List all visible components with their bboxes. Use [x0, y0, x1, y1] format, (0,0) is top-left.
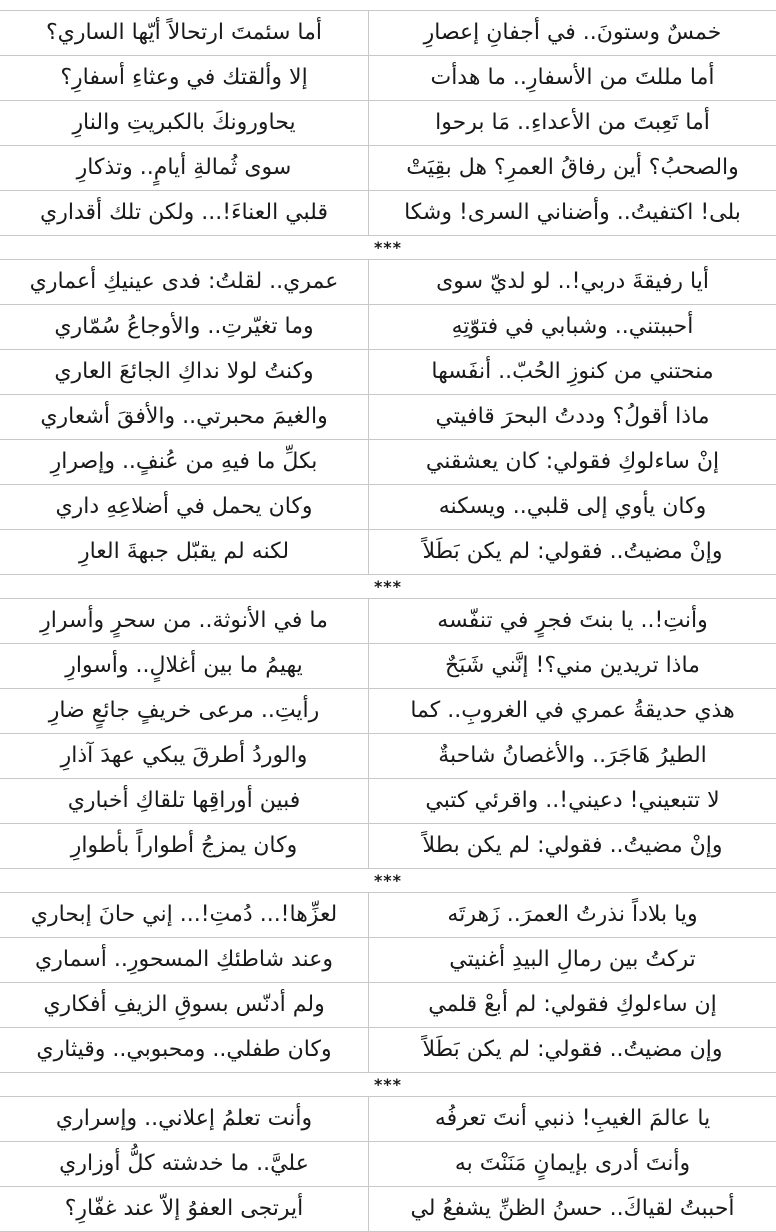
first-hemistich: أحببتني.. وشبابي في فتوّتِهِ	[368, 304, 776, 349]
verse-row	[0, 982, 776, 1027]
second-hemistich: سوى ثُمالةِ أيامٍ.. وتذكارِ	[76, 155, 292, 180]
second-hemistich: عمري.. لقلتُ: فدى عينيكِ أعماري	[29, 269, 339, 294]
second-hemistich: وعند شاطئكِ المسحورِ.. أسماري	[35, 947, 333, 972]
first-hemistich: ماذا أقولُ؟ وددتُ البحرَ قافيتي	[368, 394, 776, 439]
first-hemistich: إنْ ساءلوكِ فقولي: كان يعشقني	[368, 439, 776, 484]
stanza-separator: ***	[373, 1074, 403, 1094]
second-hemistich: قلبي العناءَ!... ولكن تلك أقداري	[40, 200, 328, 225]
verse-row	[0, 598, 776, 643]
stanza-separator: ***	[373, 870, 403, 890]
first-hemistich: ويا بلاداً نذرتُ العمرَ.. زَهرتَه	[368, 892, 776, 937]
second-hemistich: لكنه لم يقبّل جبهةَ العارِ	[78, 539, 290, 564]
first-hemistich: بلى! اكتفيتُ.. وأضناني السرى! وشكا	[368, 190, 776, 235]
verse-row	[0, 688, 776, 733]
verse-row	[0, 1096, 776, 1141]
verse-row	[0, 1141, 776, 1186]
second-hemistich: فبين أوراقِها تلقاكِ أخباري	[67, 788, 301, 813]
second-hemistich: وكان يمزجُ أطواراً بأطوارِ	[70, 833, 298, 858]
second-hemistich: ما في الأنوثة.. من سحرٍ وأسرارِ	[40, 608, 328, 633]
verse-row	[0, 349, 776, 394]
verse-row	[0, 100, 776, 145]
second-hemistich: وما تغيّرتِ.. والأوجاعُ سُمّاري	[54, 314, 314, 339]
verse-row	[0, 484, 776, 529]
second-hemistich: والغيمَ محبرتي.. والأفقَ أشعاري	[40, 404, 328, 429]
first-hemistich: تركتُ بين رمالِ البيدِ أغنيتي	[368, 937, 776, 982]
first-hemistich: خمسٌ وستونَ.. في أجفانِ إعصارِ	[368, 10, 776, 55]
second-hemistich: ولم أدنّس بسوقِ الزيفِ أفكاري	[43, 992, 325, 1017]
verse-row	[0, 823, 776, 868]
first-hemistich: أما تَعِبتَ من الأعداءِ.. مَا برحوا	[368, 100, 776, 145]
first-hemistich: وأنتَ أدرى بإيمانٍ مَنَنْتَ به	[368, 1141, 776, 1186]
first-hemistich: لا تتبعيني! دعيني!.. واقرئي كتبي	[368, 778, 776, 823]
second-hemistich: بكلِّ ما فيهِ من عُنفٍ.. وإصرارِ	[50, 449, 318, 474]
first-hemistich: منحتني من كنوزِ الحُبّ.. أنفَسها	[368, 349, 776, 394]
second-hemistich: وكان طفلي.. ومحبوبي.. وقيثاري	[36, 1037, 332, 1062]
first-hemistich: الطيرُ هَاجَرَ.. والأغصانُ شاحبةٌ	[368, 733, 776, 778]
first-hemistich: والصحبُ؟ أين رفاقُ العمرِ؟ هل بقِيَتْ	[368, 145, 776, 190]
first-hemistich: أحببتُ لقياكَ.. حسنُ الظنِّ يشفعُ لي	[368, 1186, 776, 1231]
stanza-separator: ***	[373, 576, 403, 596]
verse-row	[0, 145, 776, 190]
second-hemistich: والوردُ أطرقَ يبكي عهدَ آذارِ	[60, 743, 308, 768]
verse-row	[0, 190, 776, 235]
verse-row	[0, 304, 776, 349]
verse-row	[0, 778, 776, 823]
second-hemistich: أما سئمتَ ارتحالاً أيّها الساري؟	[45, 20, 323, 45]
first-hemistich: أما مللتَ من الأسفارِ.. ما هدأت	[368, 55, 776, 100]
first-hemistich: وإنْ مضيتُ.. فقولي: لم يكن بَطَلاً	[368, 529, 776, 574]
second-hemistich: وأنت تعلمُ إعلاني.. وإسراري	[55, 1106, 313, 1131]
verse-row	[0, 1027, 776, 1072]
second-hemistich: لعزِّها!... دُمتِ!... إني حانَ إبحاري	[30, 902, 338, 927]
verse-row	[0, 529, 776, 574]
verse-row	[0, 733, 776, 778]
first-hemistich: هذي حديقةُ عمري في الغروبِ.. كما	[368, 688, 776, 733]
verse-row	[0, 259, 776, 304]
verse-row	[0, 1186, 776, 1231]
second-hemistich: يهيمُ ما بين أغلالٍ.. وأسوارِ	[65, 653, 303, 678]
verse-row	[0, 937, 776, 982]
first-hemistich: وكان يأوي إلى قلبي.. ويسكنه	[368, 484, 776, 529]
second-hemistich: أيرتجى العفوُ إلاّ عند غفّارِ؟	[64, 1196, 304, 1221]
verse-row	[0, 10, 776, 55]
second-hemistich: عليَّ.. ما خدشته كلُّ أوزاري	[59, 1151, 309, 1176]
first-hemistich: أيا رفيقةَ دربي!.. لو لديّ سوى	[368, 259, 776, 304]
second-hemistich: إلا وألقتك في وعثاءِ أسفارِ؟	[60, 65, 308, 90]
verse-row	[0, 55, 776, 100]
verse-row	[0, 394, 776, 439]
first-hemistich: ماذا تريدين مني؟! إنَّني شَبَحٌ	[368, 643, 776, 688]
verse-row	[0, 439, 776, 484]
first-hemistich: إن ساءلوكِ فقولي: لم أبعْ قلمي	[368, 982, 776, 1027]
first-hemistich: وإن مضيتُ.. فقولي: لم يكن بَطَلاً	[368, 1027, 776, 1072]
verse-row	[0, 643, 776, 688]
first-hemistich: يا عالمَ الغيبِ! ذنبي أنتَ تعرفُه	[368, 1096, 776, 1141]
second-hemistich: وكان يحمل في أضلاعِهِ داري	[55, 494, 313, 519]
stanza-separator: ***	[373, 237, 403, 257]
first-hemistich: وإنْ مضيتُ.. فقولي: لم يكن بطلاً	[368, 823, 776, 868]
second-hemistich: وكنتُ لولا نداكِ الجائعَ العاري	[54, 359, 314, 384]
verse-row	[0, 892, 776, 937]
second-hemistich: رأيتِ.. مرعى خريفٍ جائعٍ ضارِ	[48, 698, 320, 723]
first-hemistich: وأنتِ!.. يا بنتَ فجرٍ في تنفّسه	[368, 598, 776, 643]
second-hemistich: يحاورونكَ بالكبريتِ والنارِ	[72, 110, 296, 135]
